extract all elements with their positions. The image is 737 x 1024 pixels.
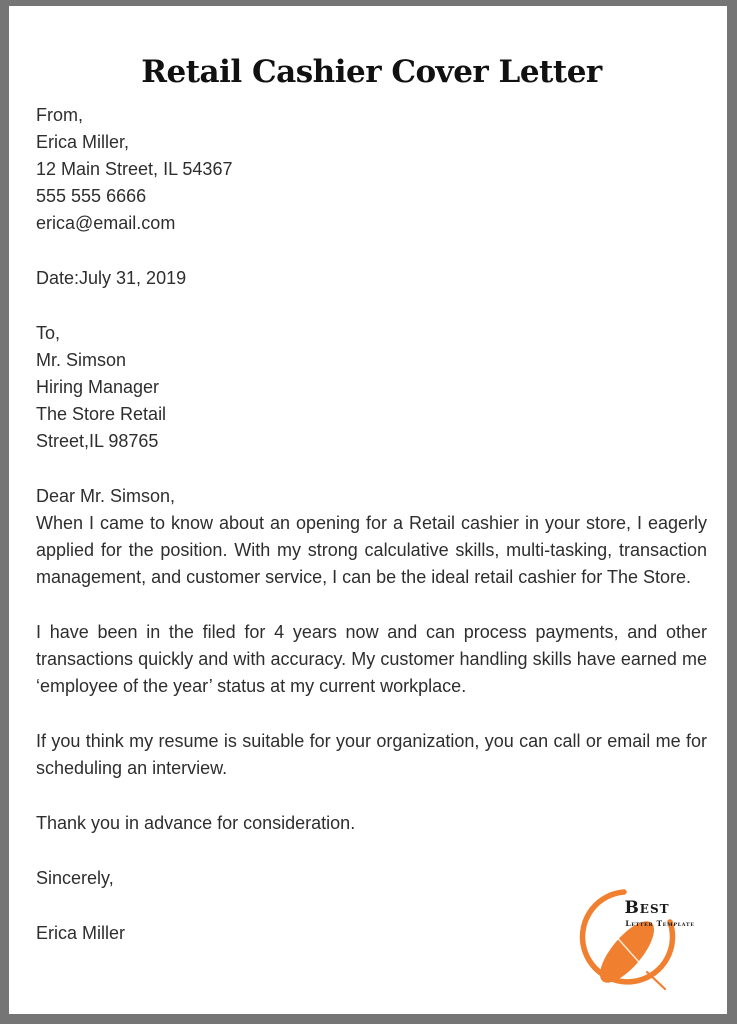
recipient-name: Mr. Simson [36,350,127,370]
logo-subtitle: Letter Template [625,919,695,928]
recipient-company: The Store Retail [36,404,167,424]
sender-street: 12 Main Street, IL 54367 [36,159,233,179]
date-line: Date:July 31, 2019 [36,268,187,288]
salutation: Dear Mr. Simson, [36,486,176,506]
letter-page [9,6,727,1014]
paragraph-2 [36,619,707,700]
recipient-to-label: To, [36,323,61,343]
best-letter-template-logo [559,872,709,1002]
sender-from-label: From, [36,105,83,125]
body-paragraph-2: I have been in the filed for 4 years now and can process payments, and other transactions quickly and with accuracy. My customer handling skills have earned me ‘employee of the year’ status at my current workplace. [36,622,707,696]
signature-name: Erica Miller [36,923,126,943]
recipient-block [36,320,707,455]
date-block [36,265,707,292]
logo-wordmark: Best [624,898,670,918]
body-paragraph-3: If you think my resume is suitable for your organization, you can call or email me for scheduling an interview. [36,731,707,778]
sender-phone: 555 555 6666 [36,186,147,206]
recipient-address: Street,IL 98765 [36,431,159,451]
sender-name: Erica Miller, [36,132,130,152]
recipient-job-title: Hiring Manager [36,377,160,397]
thanks-line: Thank you in advance for consideration. [36,813,356,833]
body-paragraph-1: When I came to know about an opening for a Retail cashier in your store, I eagerly applied for the position. With my strong calculative skills, multi-tasking, transaction management, and customer service, I can be the ideal retail cashier for The Store. [36,513,707,587]
sender-block [36,102,707,237]
page-title: Retail Cashier Cover Letter [141,54,602,90]
thanks-block [36,810,707,837]
sender-email: erica@email.com [36,213,176,233]
paragraph-3 [36,728,707,782]
paragraph-1 [36,483,707,591]
closing: Sincerely, [36,868,114,888]
